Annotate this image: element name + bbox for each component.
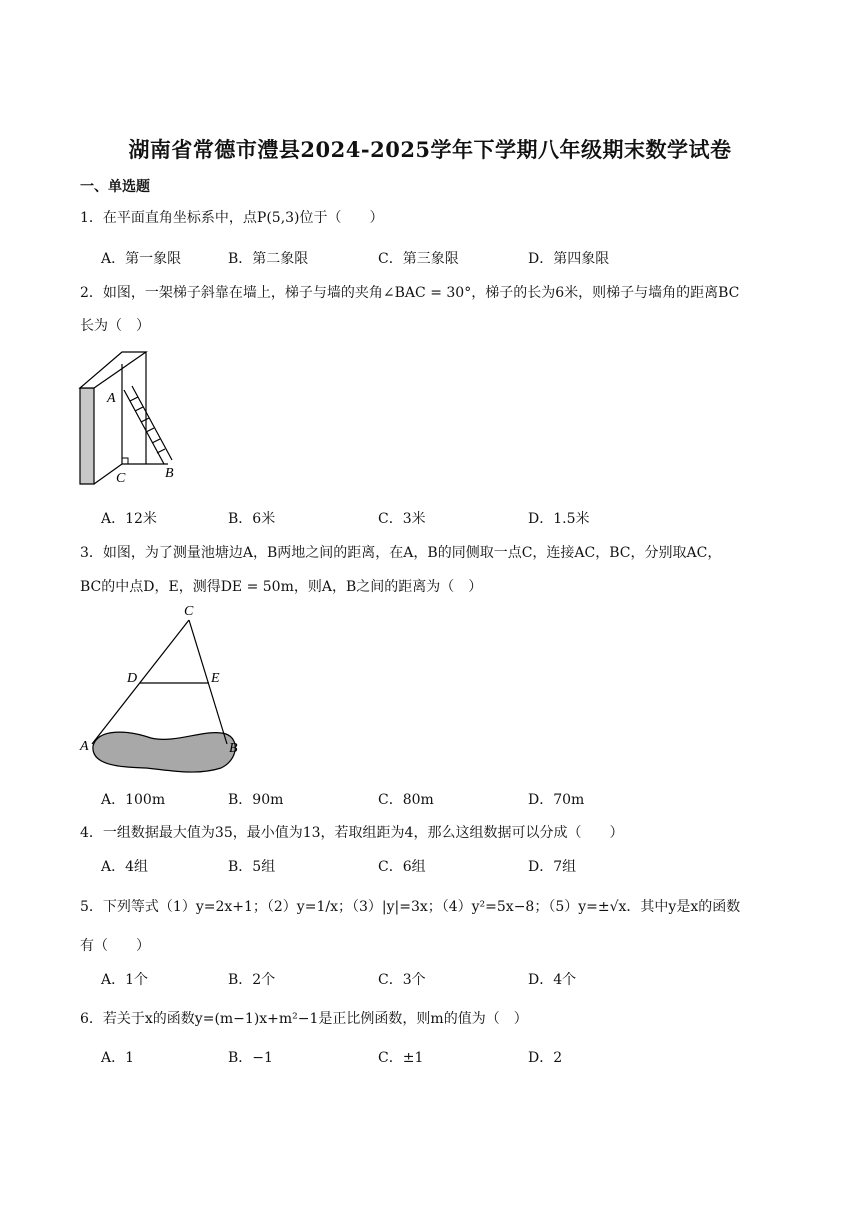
question-5-stem: 5．下列等式（1）y=2x+1；（2）y=1/x；（3）|y|=3x；（4）y²=5x−8；（5）y=±√x．其中y是x的函数 — [80, 899, 741, 915]
q4-option-d: D．7组 — [528, 859, 577, 875]
label-d: D — [127, 671, 138, 686]
q2-option-b: B．6米 — [228, 511, 276, 527]
question-5-stem-cont: 有（ ） — [80, 938, 150, 954]
label-c: C — [184, 604, 194, 619]
label-c: C — [116, 471, 126, 486]
q3-option-c: C．80m — [378, 792, 434, 808]
q4-option-c: C．6组 — [378, 859, 426, 875]
q2-option-c: C．3米 — [378, 511, 426, 527]
q4-option-a: A．4组 — [101, 859, 149, 875]
pond-figure — [76, 600, 256, 780]
q5-option-c: C．3个 — [378, 972, 426, 988]
question-1-stem: 1．在平面直角坐标系中，点P(5,3)位于（ ） — [80, 210, 384, 226]
ladder-figure — [76, 350, 196, 490]
q2-option-d: D．1.5米 — [528, 511, 590, 527]
q3-option-a: A．100m — [101, 792, 166, 808]
label-b: B — [229, 741, 238, 756]
question-6-stem: 6．若关于x的函数y=(m−1)x+m²−1是正比例函数，则m的值为（ ） — [80, 1011, 528, 1027]
q3-option-b: B．90m — [228, 792, 284, 808]
label-a: A — [80, 739, 89, 754]
q5-option-a: A．1个 — [101, 972, 149, 988]
q1-option-c: C．第三象限 — [378, 251, 459, 267]
q6-option-d: D．2 — [528, 1050, 563, 1066]
q6-option-a: A．1 — [101, 1050, 135, 1066]
q1-option-b: B．第二象限 — [228, 251, 309, 267]
section-heading: 一、单选题 — [80, 179, 150, 195]
label-e: E — [211, 671, 220, 686]
page-title: 湖南省常德市澧县2024-2025学年下学期八年级期末数学试卷 — [128, 137, 732, 162]
q6-option-c: C．±1 — [378, 1050, 424, 1066]
question-3-stem: 3．如图，为了测量池塘边A，B两地之间的距离，在A，B的同侧取一点C，连接AC，BC，分别取AC， — [80, 545, 722, 561]
q3-option-d: D．70m — [528, 792, 585, 808]
label-b: B — [165, 466, 174, 481]
question-4-stem: 4．一组数据最大值为35，最小值为13，若取组距为4，那么这组数据可以分成（ ） — [80, 825, 624, 841]
q6-option-b: B．−1 — [228, 1050, 273, 1066]
q4-option-b: B．5组 — [228, 859, 276, 875]
question-2-stem: 2．如图，一架梯子斜靠在墙上，梯子与墙的夹角∠BAC = 30°，梯子的长为6米，则梯子与墙角的距离BC — [80, 285, 740, 301]
q2-option-a: A．12米 — [101, 511, 157, 527]
question-2-stem-cont: 长为（ ） — [80, 318, 150, 334]
question-3-stem-cont: BC的中点D，E，测得DE = 50m，则A，B之间的距离为（ ） — [80, 579, 483, 595]
label-a: A — [107, 391, 116, 406]
q1-option-a: A．第一象限 — [101, 251, 182, 267]
q1-option-d: D．第四象限 — [528, 251, 610, 267]
q5-option-b: B．2个 — [228, 972, 276, 988]
q5-option-d: D．4个 — [528, 972, 577, 988]
